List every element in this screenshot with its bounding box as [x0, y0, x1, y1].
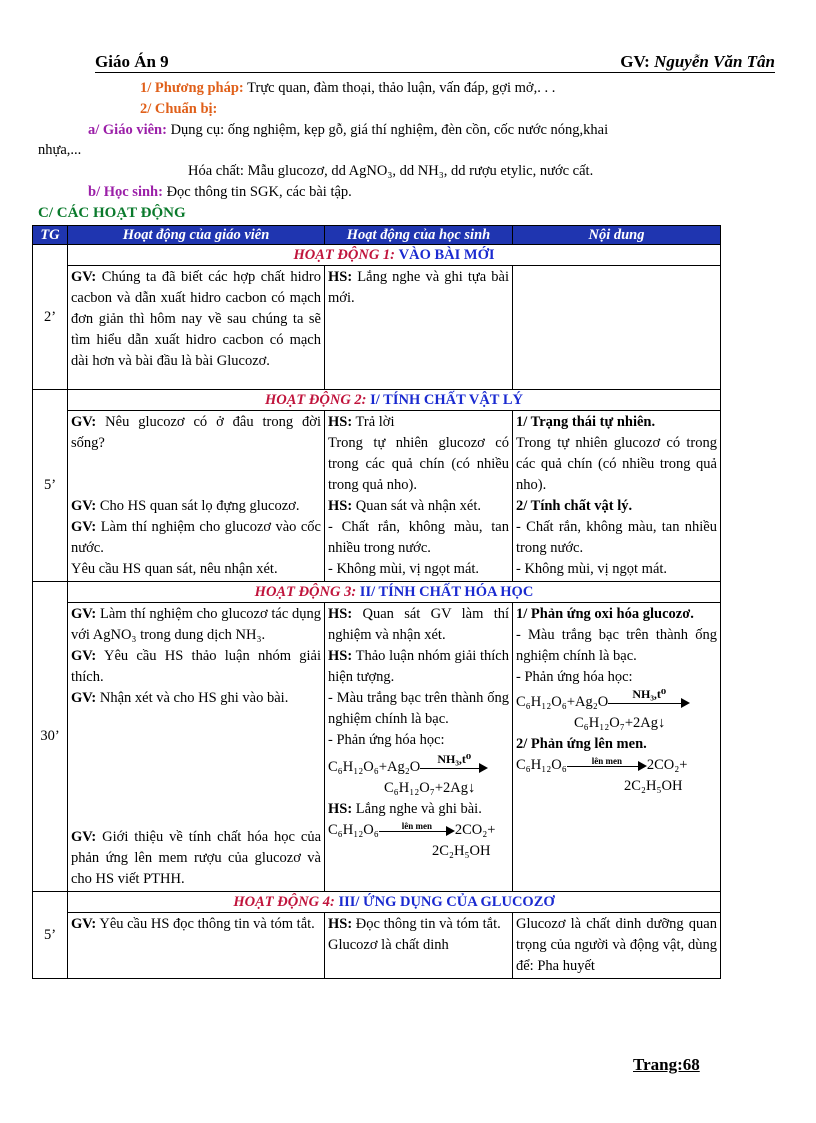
activity-1-title-row — [33, 245, 721, 266]
activity-3-title-row — [33, 582, 721, 603]
activity-4-title-row — [33, 892, 721, 913]
activity-4-student: HS: Đọc thông tin và tóm tắt. Glucozơ là chất dinh — [325, 913, 513, 979]
activity-1-student: HS: Lắng nghe và ghi tựa bài mới. — [325, 266, 513, 390]
method-line: 1/ Phương pháp: Trực quan, đàm thoại, thảo luận, vấn đáp, gợi mở,. . . — [140, 80, 556, 96]
activity-4-content: Glucozơ là chất dinh dưỡng quan trọng của người và động vật, dùng để: Pha huyết — [513, 913, 721, 979]
activity-2-teacher: GV: Nêu glucozơ có ở đâu trong đời sống? GV: Cho HS quan sát lọ đựng glucozơ. GV: Làm thí nghiệm cho glucozơ vào cốc nước. Yêu cầu HS quan sát, nêu nhận xét. — [68, 411, 325, 582]
col-header-content: Nội dung — [513, 226, 721, 245]
col-header-teacher: Hoạt động của giáo viên — [68, 226, 325, 245]
activity-2-content: 1/ Trạng thái tự nhiên. Trong tự nhiên glucozơ có trong các quả chín (có nhiều trong quả nho). 2/ Tính chất vật lý. - Chất rắn, không màu, tan nhiều trong nước. - Không mùi, vị ngọt mát. — [513, 411, 721, 582]
activity-1-teacher: GV: Chúng ta đã biết các hợp chất hidro cacbon và dẫn xuất hidro cacbon có mạch đơn giản thì hôm nay về sau chúng ta sẽ tìm hiểu dẫn xuất hidro cacbon có mạch dài hơn và bài đầu là bài Glucozơ. — [68, 266, 325, 390]
chemicals-line: Hóa chất: Mẫu glucozơ, dd AgNO₃, dd NH₃, dd rượu etylic, nước cất. — [188, 163, 594, 179]
activity-3-teacher: GV: Làm thí nghiệm cho glucozơ tác dụng với AgNO₃ trong dung dịch NH₃. GV: Yêu cầu HS thảo luận nhóm giải thích. GV: Nhận xét và cho HS ghi vào bài. GV: Giới thiệu về tính chất hóa học của phản ứng lên mem rượu của glucozơ và cho HS viết PTHH. — [68, 603, 325, 892]
activity-1-title: HOẠT ĐỘNG 1: VÀO BÀI MỚI — [68, 245, 721, 266]
activity-3-time: 30’ — [33, 582, 68, 892]
activity-3-content: 1/ Phản ứng oxi hóa glucozơ. - Màu trắng bạc trên thành ống nghiệm chính là bạc. - Phản ứng hóa học: C₆H₁₂O₆+Ag₂O NH₃,t⁰ C₆H₁₂O₇+2Ag↓ 2/ Phản ứng lên men. C₆H₁₂O₆ lên men 2CO₂+ 2C₂H₅OH — [513, 603, 721, 892]
activity-2-row — [33, 411, 721, 582]
page-number: Trang:68 — [633, 1055, 700, 1074]
activity-1-content — [513, 266, 721, 390]
student-prep-line: b/ Học sinh: Đọc thông tin SGK, các bài tập. — [88, 184, 352, 200]
teacher-prep-line: a/ Giáo viên: Dụng cụ: ống nghiệm, kẹp gỗ, giá thí nghiệm, đèn cồn, cốc nước nóng,khai — [88, 122, 609, 138]
student-equation-2: C₆H₁₂O₆ lên men 2CO₂+ 2C₂H₅OH — [328, 820, 496, 859]
content-equation-2: C₆H₁₂O₆ lên men 2CO₂+ 2C₂H₅OH — [516, 755, 688, 794]
activity-3-title: HOẠT ĐỘNG 3: II/ TÍNH CHẤT HÓA HỌC — [68, 582, 721, 603]
activity-3-row — [33, 603, 721, 892]
activity-2-title-row — [33, 390, 721, 411]
content-equation-1: C₆H₁₂O₆+Ag₂O NH₃,t⁰ C₆H₁₂O₇+2Ag↓ — [516, 692, 717, 734]
activity-1-row — [33, 266, 721, 390]
col-header-student: Hoạt động của học sinh — [325, 226, 513, 245]
activity-1-time: 2’ — [33, 245, 68, 390]
table-header-row — [33, 226, 721, 245]
activity-2-title: HOẠT ĐỘNG 2: I/ TÍNH CHẤT VẬT LÝ — [68, 390, 721, 411]
student-equation-1: C₆H₁₂O₆+Ag₂O NH₃,t⁰ C₆H₁₂O₇+2Ag↓ — [328, 757, 509, 799]
activities-table — [32, 225, 721, 979]
page-header — [95, 52, 775, 73]
prep-line: 2/ Chuẩn bị: — [140, 101, 218, 117]
activity-4-title: HOẠT ĐỘNG 4: III/ ỨNG DỤNG CỦA GLUCOZƠ — [68, 892, 721, 913]
teacher-prep-cont: nhựa,... — [38, 142, 82, 158]
activity-2-student: HS: Trả lời Trong tự nhiên glucozơ có trong các quả chín (có nhiều trong quả nho). HS: Quan sát và nhận xét. - Chất rắn, không màu, tan nhiều trong nước. - Không mùi, vị ngọt mát. — [325, 411, 513, 582]
activity-4-teacher: GV: Yêu cầu HS đọc thông tin và tóm tắt. — [68, 913, 325, 979]
activity-4-row — [33, 913, 721, 979]
activity-2-time: 5’ — [33, 390, 68, 582]
lesson-title: Giáo Án 9 — [95, 52, 169, 71]
activity-4-time: 5’ — [33, 892, 68, 979]
section-title: C/ CÁC HOẠT ĐỘNG — [38, 205, 186, 221]
col-header-tg: TG — [33, 226, 68, 245]
activity-3-student: HS: Quan sát GV làm thí nghiệm và nhận xét. HS: Thảo luận nhóm giải thích hiện tượng. - Màu trắng bạc trên thành ống nghiệm chính là bạc. - Phản ứng hóa học: C₆H₁₂O₆+Ag₂O NH₃,t⁰ C₆H₁₂O₇+2Ag↓ HS: Lắng nghe và ghi bài. C₆H₁₂O₆ lên men 2CO₂+ 2C₂H₅OH — [325, 603, 513, 892]
teacher-name: GV: Nguyễn Văn Tân — [620, 52, 775, 71]
